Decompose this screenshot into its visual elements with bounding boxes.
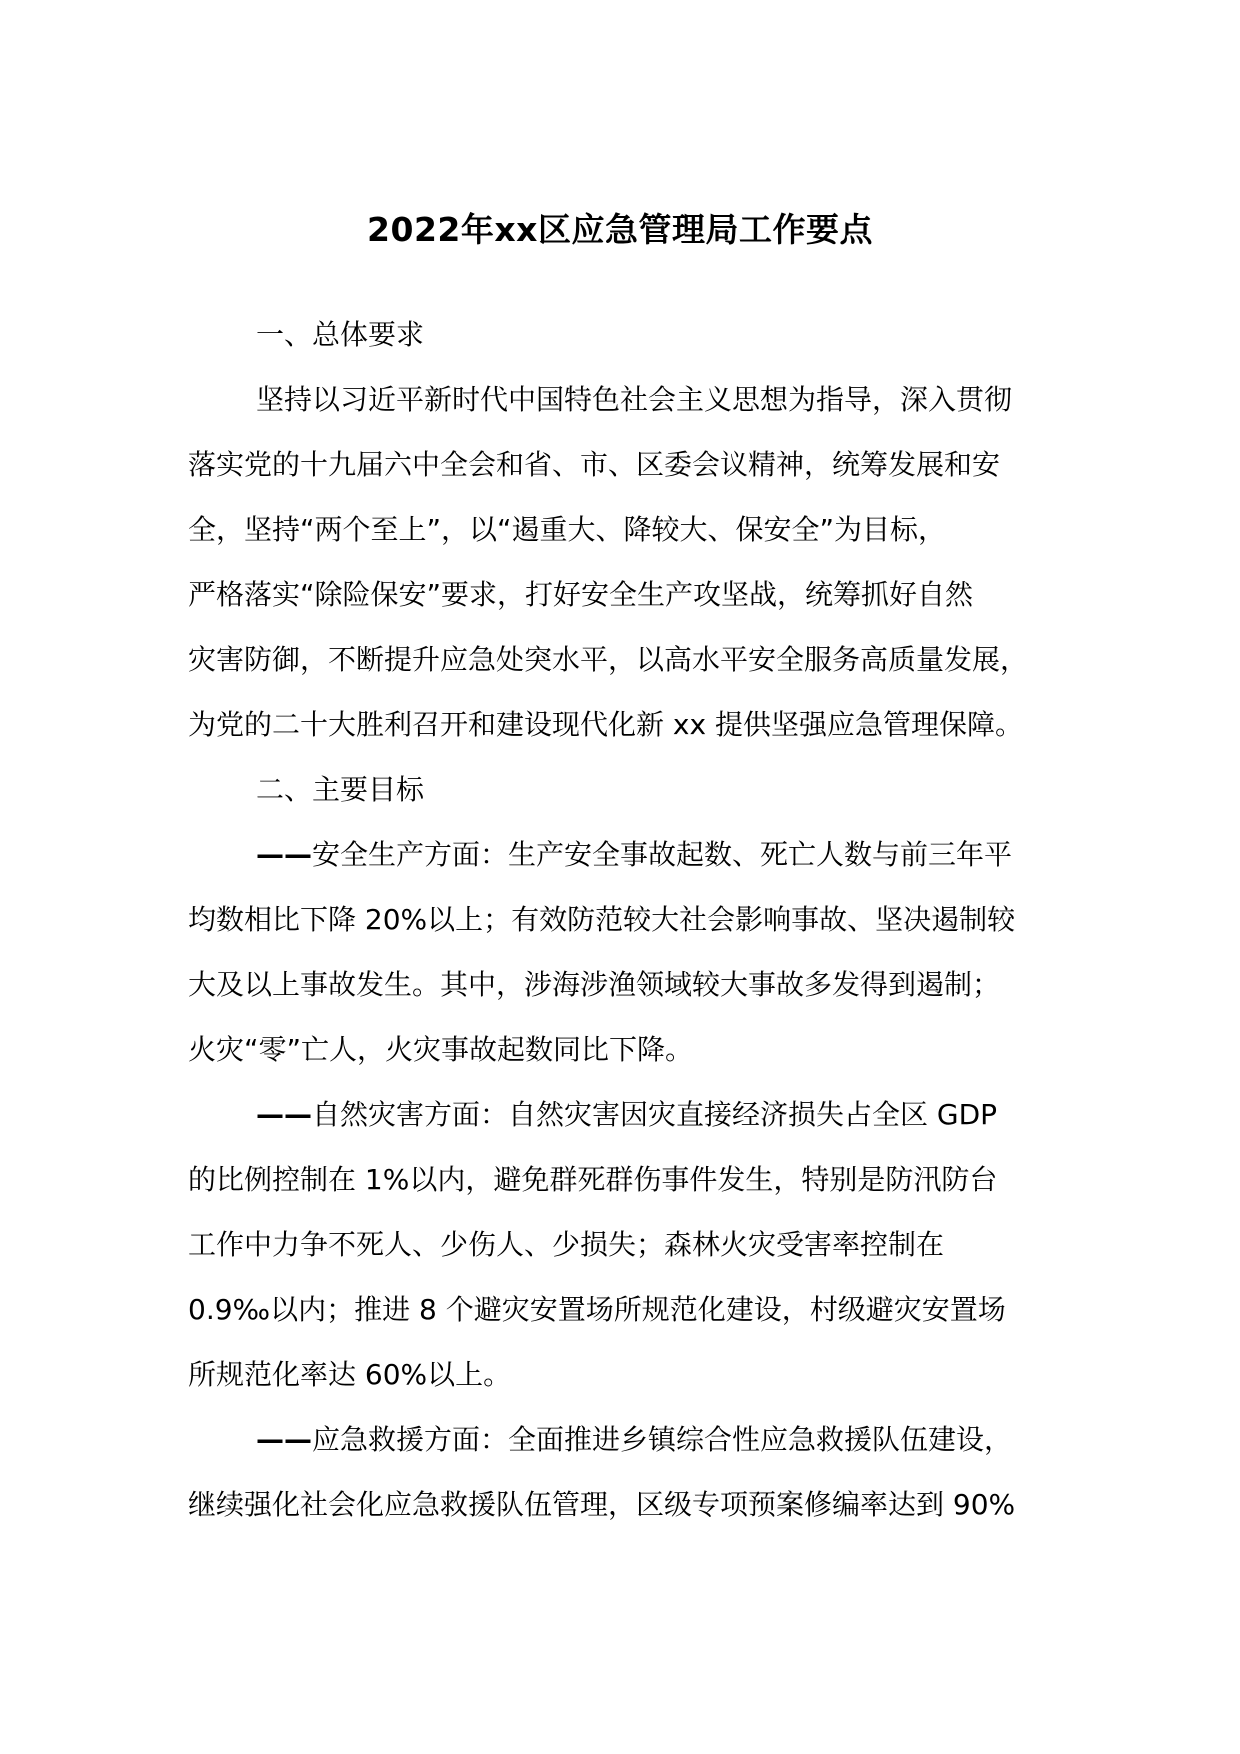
text-line xyxy=(188,1082,1058,1147)
text-line: 全，坚持“两个至上”，以“遏重大、降较大、保安全”为目标， xyxy=(188,513,947,546)
text-line: 火灾“零”亡人，火灾事故起数同比下降。 xyxy=(188,1033,694,1066)
text-line-content: 安全生产方面：生产安全事故起数、死亡人数与前三年平 xyxy=(312,838,1013,871)
text-line: 继续强化社会化应急救援队伍管理，区级专项预案修编率达到 90% xyxy=(188,1488,1016,1521)
section-heading-main-goals: 二、主要目标 xyxy=(256,773,425,806)
em-dash: —— xyxy=(256,1423,312,1456)
text-line: 工作中力争不死人、少伤人、少损失；森林火灾受害率控制在 xyxy=(188,1228,945,1261)
paragraph-natural-disasters xyxy=(188,1082,1058,1407)
text-line: 均数相比下降 20%以上；有效防范较大社会影响事故、坚决遏制较 xyxy=(188,903,1016,936)
text-line-content: 应急救援方面：全面推进乡镇综合性应急救援队伍建设， xyxy=(312,1423,1013,1456)
text-line xyxy=(188,822,1058,887)
text-line: 大及以上事故发生。其中，涉海涉渔领域较大事故多发得到遏制； xyxy=(188,968,1001,1001)
em-dash: —— xyxy=(256,1098,312,1131)
paragraph-overall-requirements xyxy=(188,367,1058,757)
text-line: 灾害防御，不断提升应急处突水平，以高水平安全服务高质量发展， xyxy=(188,643,1029,676)
text-line xyxy=(188,1407,1058,1472)
document-body xyxy=(188,302,1058,1537)
text-line: 严格落实“除险保安”要求，打好安全生产攻坚战，统筹抓好自然 xyxy=(188,578,974,611)
text-line: 落实党的十九届六中全会和省、市、区委会议精神，统筹发展和安 xyxy=(188,448,1001,481)
em-dash: —— xyxy=(256,838,312,871)
paragraph-production-safety xyxy=(188,822,1058,1082)
text-line: 所规范化率达 60%以上。 xyxy=(188,1358,512,1391)
text-line: 的比例控制在 1%以内，避免群死群伤事件发生，特别是防汛防台 xyxy=(188,1163,998,1196)
text-line: 为党的二十大胜利召开和建设现代化新 xx 提供坚强应急管理保障。 xyxy=(188,708,1023,741)
document-title: 2022年xx区应急管理局工作要点 xyxy=(367,210,873,249)
text-line: 坚持以习近平新时代中国特色社会主义思想为指导，深入贯彻 xyxy=(256,383,1013,416)
section-heading-overall-requirements: 一、总体要求 xyxy=(256,318,425,351)
text-line: 0.9‰以内；推进 8 个避灾安置场所规范化建设，村级避灾安置场 xyxy=(188,1293,1006,1326)
text-line-content: 自然灾害方面：自然灾害因灾直接经济损失占全区 GDP xyxy=(312,1098,998,1131)
paragraph-emergency-rescue xyxy=(188,1407,1058,1537)
